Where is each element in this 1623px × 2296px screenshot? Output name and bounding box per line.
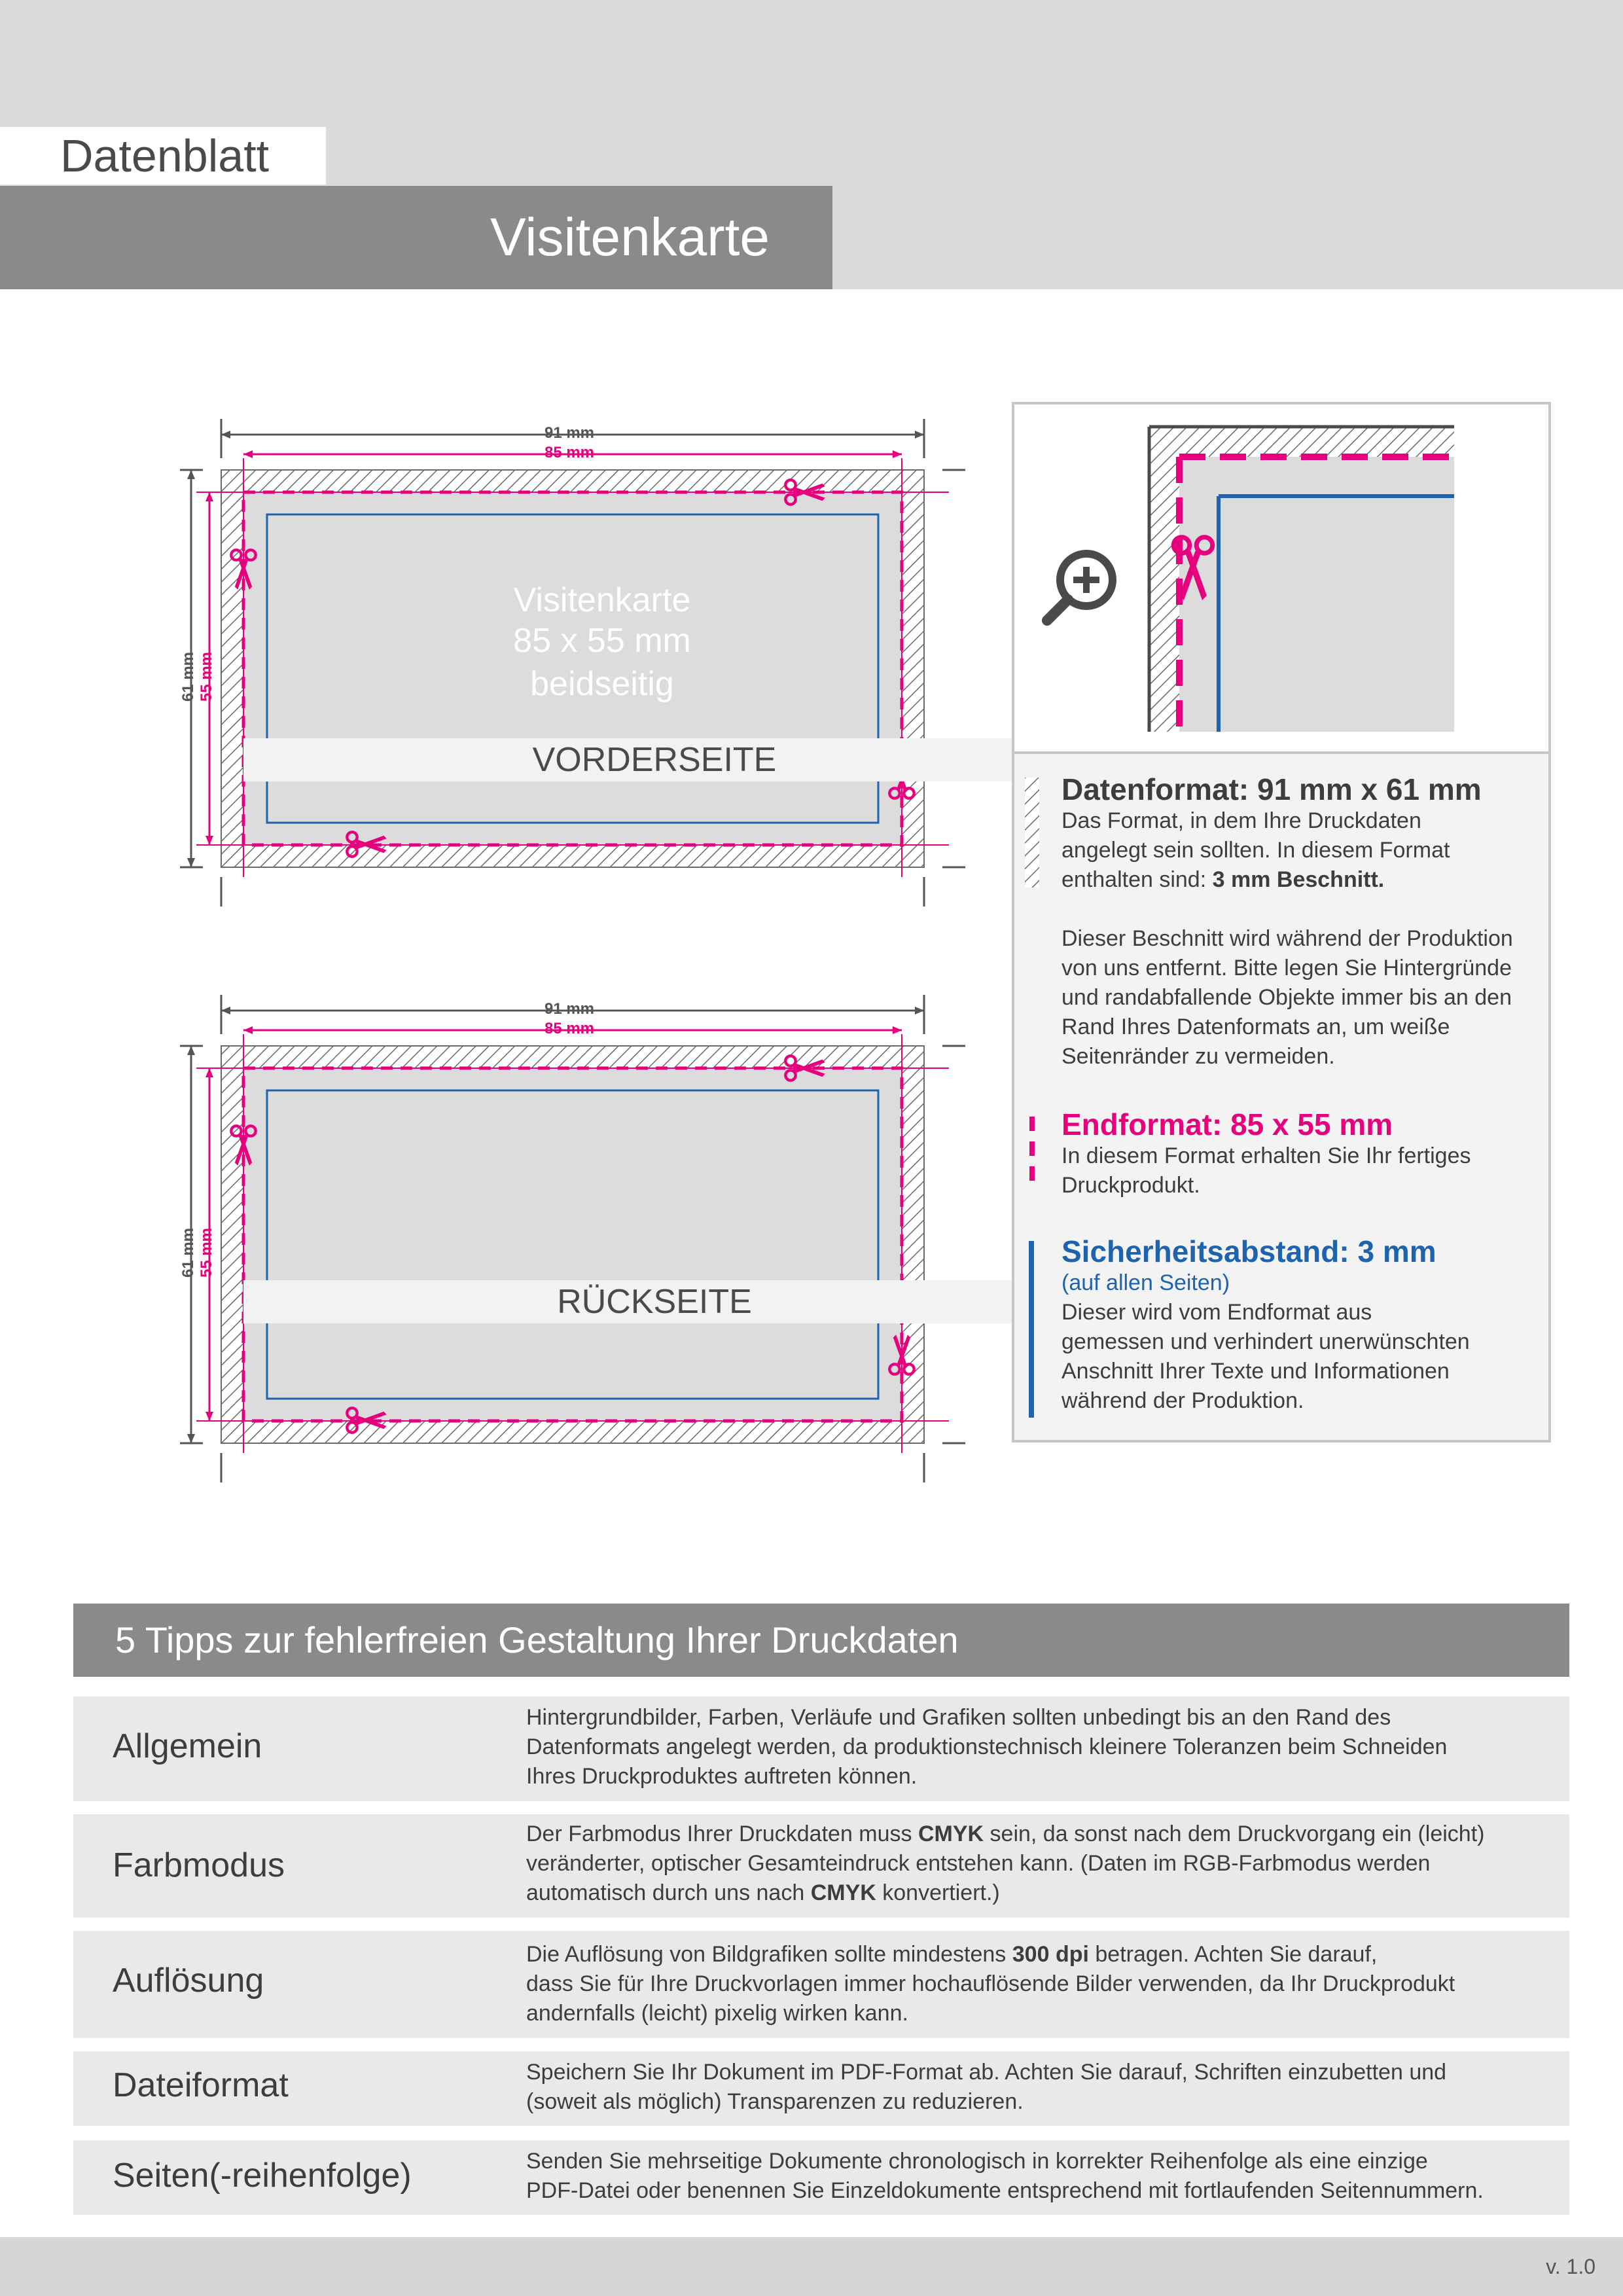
tip-label: Auflösung <box>113 1962 264 2000</box>
brand-label: Datenblatt <box>60 130 270 181</box>
page-title: Visitenkarte <box>490 207 770 267</box>
datenformat-text: Seitenränder zu vermeiden. <box>1061 1044 1335 1069</box>
tip-row-allgemein <box>73 1696 1569 1801</box>
datenformat-text: von uns entfernt. Bitte legen Sie Hintergründe <box>1061 956 1512 980</box>
sicherheit-block <box>1061 1234 1533 1416</box>
endformat-title: Endformat: 85 x 55 mm <box>1061 1107 1393 1141</box>
width-inner-label: 85 mm <box>544 444 595 461</box>
tip-row-dateiformat <box>73 2051 1569 2126</box>
sicherheit-text: Anschnitt Ihrer Texte und Informationen <box>1061 1359 1450 1384</box>
height-inner-label: 55 mm <box>198 651 215 702</box>
width-outer-label: 91 mm <box>544 1000 595 1018</box>
sicherheit-text: gemessen und verhindert unerwünschten <box>1061 1329 1470 1354</box>
tip-label: Dateiformat <box>113 2066 289 2104</box>
card-text-line-3: beidseitig <box>530 665 674 703</box>
zoom-plus-icon <box>1047 554 1113 620</box>
endformat-block <box>1061 1107 1533 1200</box>
magenta-dash-marker <box>1029 1117 1035 1182</box>
sicherheit-text: Dieser wird vom Endformat aus <box>1061 1300 1372 1325</box>
tip-row-aufloesung <box>73 1931 1569 2038</box>
front-diagram <box>164 419 975 916</box>
tip-row-farbmodus <box>73 1814 1569 1918</box>
sicherheit-title: Sicherheitsabstand: 3 mm <box>1061 1234 1436 1268</box>
sicherheit-subtitle: (auf allen Seiten) <box>1061 1270 1230 1295</box>
datenformat-block <box>1061 772 1533 1071</box>
tip-label: Seiten(-reihenfolge) <box>113 2157 412 2195</box>
width-outer-label: 91 mm <box>544 424 595 442</box>
datenformat-text: angelegt sein sollten. In diesem Format <box>1061 838 1450 863</box>
back-diagram <box>164 995 975 1492</box>
tip-text: Die Auflösung von Bildgrafiken sollte mindestens 300 dpi betragen. Achten Sie darauf, dass Sie für Ihre Druckvorlagen immer hochauflösende Bilder verwenden, da Ihr Druckprodukt andernfalls (leicht) pixelig wirken kann. <box>526 1942 1455 2026</box>
card-text-line-1: Visitenkarte <box>513 581 691 619</box>
datenformat-text: Dieser Beschnitt wird während der Produktion <box>1061 926 1513 951</box>
height-outer-label: 61 mm <box>179 1227 197 1278</box>
endformat-text: Druckprodukt. <box>1061 1173 1200 1198</box>
back-side-label: RÜCKSEITE <box>243 1280 1065 1323</box>
height-outer-label: 61 mm <box>179 651 197 702</box>
tip-text: Hintergrundbilder, Farben, Verläufe und Grafiken sollten unbedingt bis an den Rand des Datenformats angelegt werden, da produktionstechnisch kleinere Toleranzen beim Schneiden Ihres Druckproduktes auftreten können. <box>526 1705 1448 1789</box>
tip-row-seiten <box>73 2140 1569 2215</box>
front-side-label: VORDERSEITE <box>243 738 1065 781</box>
version-label: v. 1.0 <box>1546 2255 1596 2278</box>
zoom-detail <box>1014 404 1548 751</box>
datenformat-text: enthalten sind: 3 mm Beschnitt. <box>1061 867 1385 892</box>
tip-text: Speichern Sie Ihr Dokument im PDF-Format ab. Achten Sie darauf, Schriften einzubetten und (soweit als möglich) Transparenzen zu reduzieren. <box>526 2060 1447 2114</box>
blue-marker <box>1029 1241 1034 1418</box>
datenformat-text: Das Format, in dem Ihre Druckdaten <box>1061 808 1421 833</box>
tip-label: Farbmodus <box>113 1846 285 1884</box>
datenformat-text: Rand Ihres Datenformats an, um weiße <box>1061 1014 1450 1039</box>
endformat-text: In diesem Format erhalten Sie Ihr fertiges <box>1061 1143 1471 1168</box>
datenformat-text: und randabfallende Objekte immer bis an den <box>1061 985 1512 1010</box>
tips-title: 5 Tipps zur fehlerfreien Gestaltung Ihrer Druckdaten <box>115 1619 959 1660</box>
tip-text: Der Farbmodus Ihrer Druckdaten muss CMYK sein, da sonst nach dem Druckvorgang ein (leicht) veränderter, optischer Gesamteindruck entstehen kann. (Daten im RGB-Farbmodus werden automatisch durch uns nach CMYK konvertiert.) <box>526 1821 1485 1905</box>
tip-label: Allgemein <box>113 1727 262 1765</box>
tip-text: Senden Sie mehrseitige Dokumente chronologisch in korrekter Reihenfolge als eine einzige PDF-Datei oder benennen Sie Einzeldokumente entsprechend mit fortlaufenden Seitennummern. <box>526 2149 1484 2203</box>
sicherheit-text: während der Produktion. <box>1061 1388 1304 1413</box>
card-text-line-2: 85 x 55 mm <box>513 622 691 660</box>
height-inner-label: 55 mm <box>198 1227 215 1278</box>
datenformat-title: Datenformat: 91 mm x 61 mm <box>1061 772 1482 806</box>
hatch-marker <box>1025 778 1039 888</box>
width-inner-label: 85 mm <box>544 1020 595 1037</box>
footer-band <box>0 2237 1623 2296</box>
